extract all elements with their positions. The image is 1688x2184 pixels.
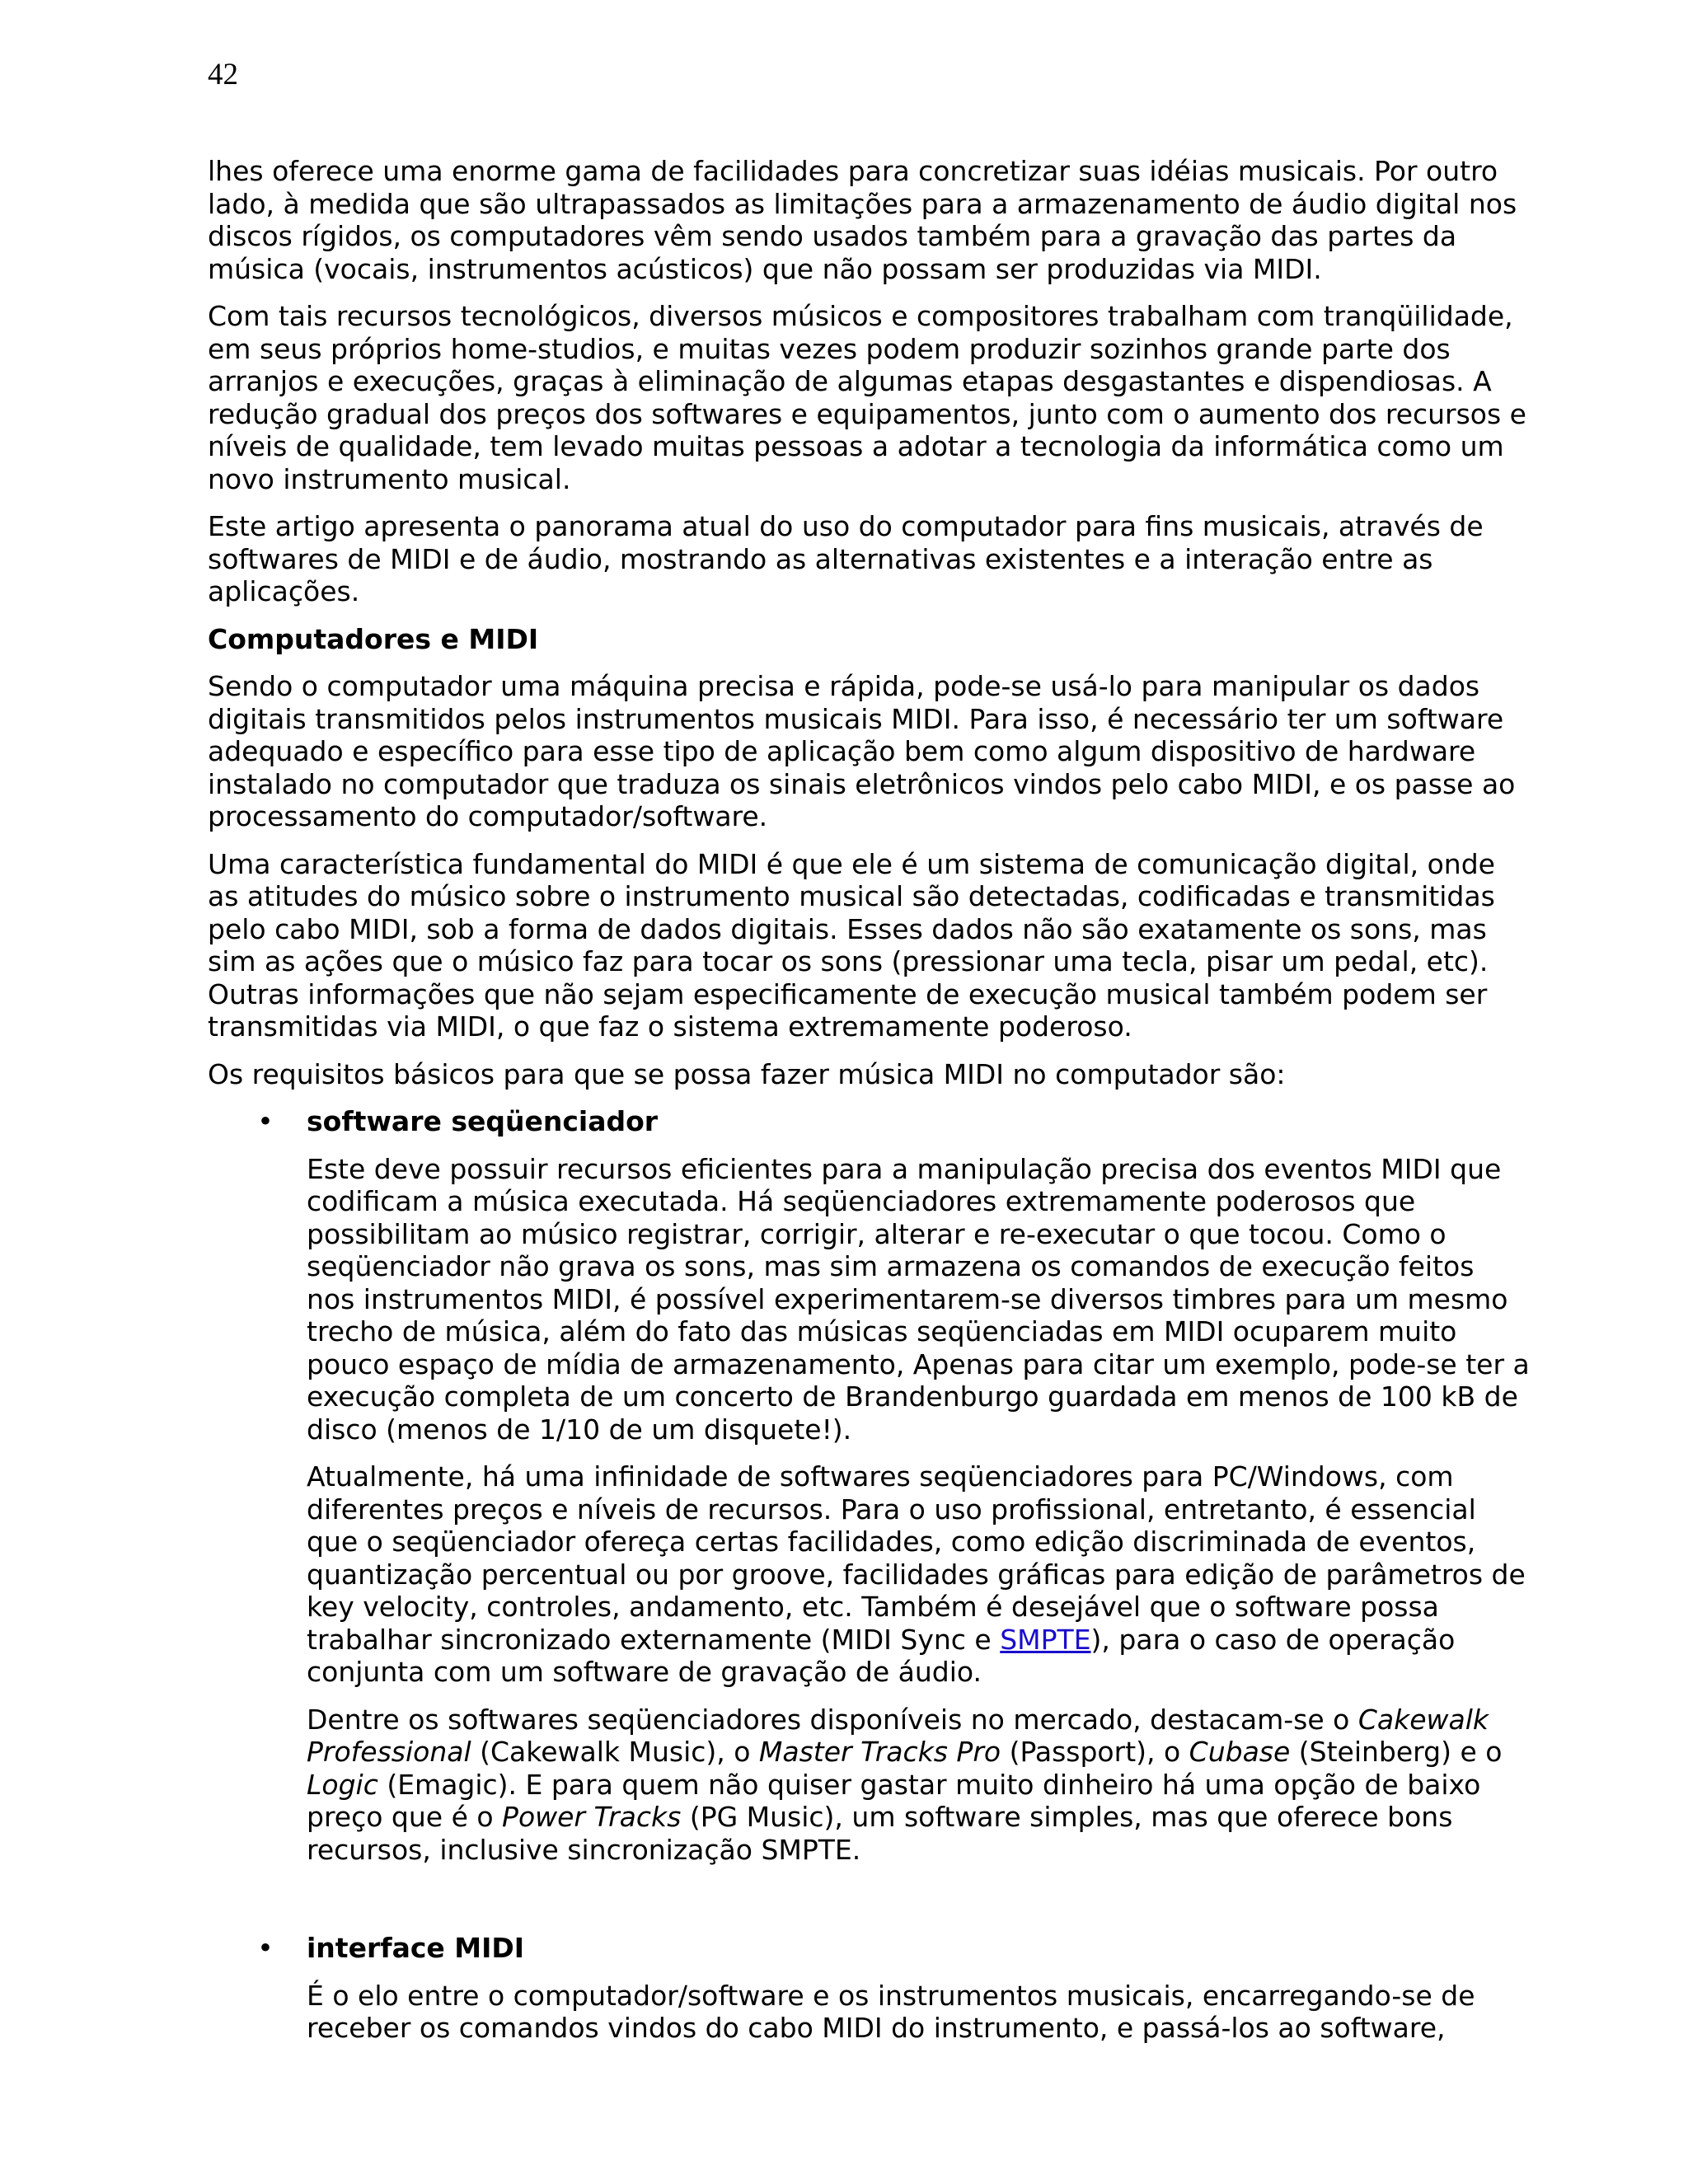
- product-name: Cubase: [1189, 1736, 1291, 1768]
- text-span: Dentre os softwares seqüenciadores disponíveis no mercado, destacam-se o: [307, 1703, 1358, 1736]
- paragraph: Uma característica fundamental do MIDI é que ele é um sistema de comunicação digital, onde as atitudes do músico sobre o instrumento musical são detectadas, codificadas e transmitidas pelo cabo MIDI, sob a forma de dados digitais. Esses dados não são exatamente os sons, mas sim as ações que o músico faz para tocar os sons (pressionar uma tecla, pisar um pedal, etc). Outras informações que não sejam especificamente de execução musical também podem ser transmitidas via MIDI, o que faz o sistema extremamente poderoso.: [208, 847, 1495, 1043]
- list-item-title: software seqüenciador: [307, 1105, 659, 1137]
- paragraph: [307, 1460, 1531, 1689]
- text-span: (PG Music), um software simples, mas que oferece bons recursos, inclusive sincronização SMPTE.: [307, 1801, 1453, 1866]
- page-number: 42: [208, 58, 238, 91]
- paragraph: Os requisitos básicos para que se possa fazer música MIDI no computador são:: [208, 1057, 1286, 1090]
- list-item-sequencer: [208, 1105, 1531, 1866]
- paragraph: Este deve possuir recursos eficientes para a manipulação precisa dos eventos MIDI que codificam a música executada. Há seqüenciadores extremamente poderosos que possibilitam ao músico registrar, corrigir, alterar e re-executar o que tocou. Como o seqüenciador não grava os sons, mas sim armazena os comandos de execução feitos nos instrumentos MIDI, é possível experimentarem-se diversos timbres para um mesmo trecho de música, além do fato das músicas seqüenciadas em MIDI ocuparem muito pouco espaço de mídia de armazenamento, Apenas para citar um exemplo, pode-se ter a execução completa de um concerto de Brandenburgo guardada em menos de 100 kB de disco (menos de 1/10 de um disquete!).: [307, 1152, 1530, 1446]
- paragraph: [307, 1704, 1531, 1867]
- product-name: Power Tracks: [502, 1801, 682, 1833]
- bullet-icon: •: [257, 1932, 274, 1964]
- requirements-list: [208, 1105, 1531, 2045]
- product-name: Master Tracks Pro: [758, 1736, 1001, 1768]
- paragraph: Sendo o computador uma máquina precisa e rápida, pode-se usá-lo para manipular os dados digitais transmitidos pelos instrumentos musicais MIDI. Para isso, é necessário ter um software adequado e específico para esse tipo de aplicação bem como algum dispositivo de hardware instalado no computador que traduza os sinais eletrônicos vindos pelo cabo MIDI, e os passe ao processamento do computador/software.: [208, 670, 1516, 832]
- smpte-link[interactable]: SMPTE: [1000, 1623, 1091, 1656]
- list-item-title: interface MIDI: [307, 1932, 525, 1964]
- text-span: (Emagic). E para quem não quiser gastar muito dinheiro há uma opção de baixo preço que é o: [307, 1768, 1481, 1833]
- text-span: Atualmente, há uma infinidade de softwares seqüenciadores para PC/Windows, com diferentes preços e níveis de recursos. Para o uso profissional, entretanto, é essencial que o seqüenciador ofereça certas facilidades, como edição discriminada de eventos, quantização percentual ou por groove, facilidades gráficas para edição de parâmetros de key velocity, controles, andamento, etc. Também é desejável que o software possa trabalhar sincronizado externamente (MIDI Sync e: [307, 1460, 1526, 1656]
- text-span: (Steinberg) e o: [1290, 1736, 1503, 1768]
- bullet-icon: •: [257, 1105, 274, 1137]
- page-content: [208, 155, 1531, 2060]
- text-span: ), para o caso de operação conjunta com um software de gravação de áudio.: [307, 1623, 1456, 1688]
- paragraph: lhes oferece uma enorme gama de facilidades para concretizar suas idéias musicais. Por outro lado, à medida que são ultrapassados as limitações para a armazenamento de áudio digital nos discos rígidos, os computadores vêm sendo usados também para a gravação das partes da música (vocais, instrumentos acústicos) que não possam ser produzidas via MIDI.: [208, 155, 1517, 285]
- section-heading: Computadores e MIDI: [208, 622, 539, 655]
- paragraph: Com tais recursos tecnológicos, diversos músicos e compositores trabalham com tranqüilidade, em seus próprios home-studios, e muitas vezes podem produzir sozinhos grande parte dos arranjos e execuções, graças à eliminação de algumas etapas desgastantes e dispendiosas. A redução gradual dos preços dos softwares e equipamentos, junto com o aumento dos recursos e níveis de qualidade, tem levado muitas pessoas a adotar a tecnologia da informática como um novo instrumento musical.: [208, 300, 1526, 495]
- product-name: Logic: [307, 1768, 378, 1801]
- list-item-interface: [208, 1932, 1531, 2045]
- text-span: (Passport), o: [1001, 1736, 1189, 1768]
- paragraph: Este artigo apresenta o panorama atual do uso do computador para fins musicais, através de softwares de MIDI e de áudio, mostrando as alternativas existentes e a interação entre as aplicações.: [208, 510, 1484, 607]
- text-span: (Cakewalk Music), o: [471, 1736, 759, 1768]
- paragraph: É o elo entre o computador/software e os instrumentos musicais, encarregando-se de receber os comandos vindos do cabo MIDI do instrumento, e passá-los ao software,: [307, 1979, 1475, 2044]
- product-name: Cakewalk Professional: [307, 1703, 1489, 1768]
